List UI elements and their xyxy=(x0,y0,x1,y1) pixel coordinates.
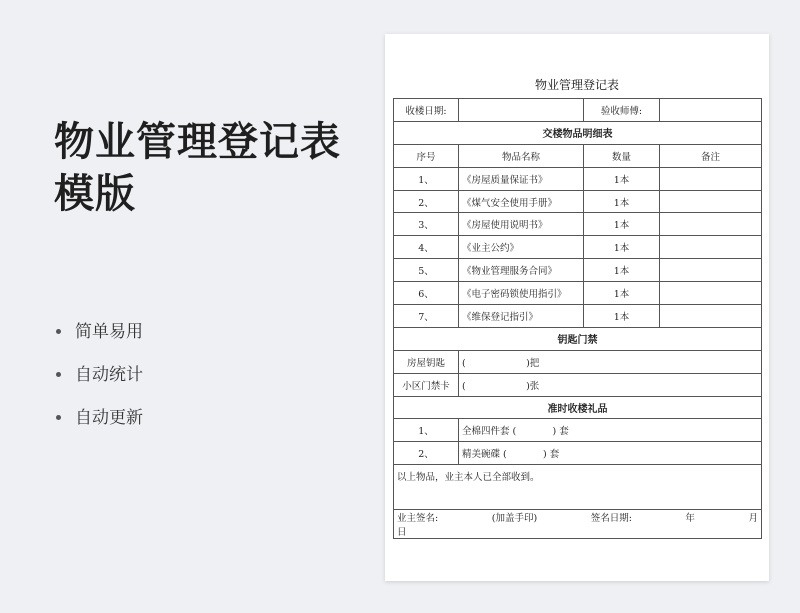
header-remark: 备注 xyxy=(660,144,762,167)
item-remark[interactable] xyxy=(660,259,762,282)
table-row xyxy=(394,167,762,190)
item-qty: 1本 xyxy=(584,236,660,259)
item-no: 1、 xyxy=(394,167,459,190)
item-no: 5、 xyxy=(394,259,459,282)
item-name: 《煤气安全使用手册》 xyxy=(459,190,584,213)
item-remark[interactable] xyxy=(660,236,762,259)
document-page xyxy=(385,34,769,581)
item-remark[interactable] xyxy=(660,213,762,236)
sign-date-label: 签名日期: xyxy=(590,513,632,525)
item-remark[interactable] xyxy=(660,305,762,328)
item-remark[interactable] xyxy=(660,190,762,213)
house-key-label: 房屋钥匙 xyxy=(394,350,459,373)
gift-no: 1、 xyxy=(394,419,459,442)
table-row xyxy=(394,305,762,328)
table-row xyxy=(394,419,762,442)
item-qty: 1本 xyxy=(584,282,660,305)
year-label: 年 xyxy=(685,513,695,525)
item-name: 《房屋质量保证书》 xyxy=(459,167,584,190)
table-row xyxy=(394,373,762,396)
bullet-icon xyxy=(56,415,61,420)
item-no: 6、 xyxy=(394,282,459,305)
table-row xyxy=(394,350,762,373)
receive-date-label: 收楼日期: xyxy=(394,99,459,122)
table-row xyxy=(394,465,762,510)
house-key-field[interactable]: ( )把 xyxy=(459,350,762,373)
item-name: 《电子密码锁使用指引》 xyxy=(459,282,584,305)
inspector-label: 验收师傅: xyxy=(584,99,660,122)
item-remark[interactable] xyxy=(660,282,762,305)
table-row xyxy=(394,282,762,305)
item-qty: 1本 xyxy=(584,305,660,328)
item-qty: 1本 xyxy=(584,190,660,213)
item-no: 3、 xyxy=(394,213,459,236)
table-row xyxy=(394,99,762,122)
inspector-field[interactable] xyxy=(660,99,762,122)
access-card-field[interactable]: ( )张 xyxy=(459,373,762,396)
item-no: 7、 xyxy=(394,305,459,328)
receipt-note: 以上物品，业主本人已全部收到。 xyxy=(394,465,762,510)
item-remark[interactable] xyxy=(660,167,762,190)
header-name: 物品名称 xyxy=(459,144,584,167)
table-row xyxy=(394,396,762,419)
bullet-icon xyxy=(56,372,61,377)
gift-field[interactable]: 全棉四件套 ( ) 套 xyxy=(459,419,762,442)
item-name: 《房屋使用说明书》 xyxy=(459,213,584,236)
section-gifts-title: 准时收楼礼品 xyxy=(394,396,762,419)
table-row xyxy=(394,442,762,465)
receive-date-field[interactable] xyxy=(459,99,584,122)
feature-item: 简单易用 xyxy=(56,310,143,353)
table-row xyxy=(394,213,762,236)
table-row xyxy=(394,190,762,213)
section-items-title: 交楼物品明细表 xyxy=(394,121,762,144)
bullet-icon xyxy=(56,329,61,334)
promo-title xyxy=(54,116,341,220)
item-name: 《业主公约》 xyxy=(459,236,584,259)
header-no: 序号 xyxy=(394,144,459,167)
fingerprint-label: (加盖手印) xyxy=(491,513,538,525)
item-qty: 1本 xyxy=(584,259,660,282)
feature-item: 自动更新 xyxy=(56,396,143,439)
promo-title-line2: 模版 xyxy=(54,171,136,217)
access-card-label: 小区门禁卡 xyxy=(394,373,459,396)
table-row xyxy=(394,510,762,539)
feature-item: 自动统计 xyxy=(56,353,143,396)
registration-table xyxy=(393,98,762,539)
item-name: 《维保登记指引》 xyxy=(459,305,584,328)
gift-no: 2、 xyxy=(394,442,459,465)
item-qty: 1本 xyxy=(584,213,660,236)
item-no: 2、 xyxy=(394,190,459,213)
item-name: 《物业管理服务合同》 xyxy=(459,259,584,282)
header-qty: 数量 xyxy=(584,144,660,167)
table-row xyxy=(394,259,762,282)
month-label: 月 xyxy=(748,513,758,525)
section-keys-title: 钥匙门禁 xyxy=(394,327,762,350)
item-no: 4、 xyxy=(394,236,459,259)
feature-list xyxy=(56,310,143,439)
promo-title-line1: 物业管理登记表 xyxy=(54,119,341,165)
owner-signature-label: 业主签名: xyxy=(397,513,439,525)
item-qty: 1本 xyxy=(584,167,660,190)
day-label: 日 xyxy=(397,527,407,539)
table-row xyxy=(394,121,762,144)
document-title: 物业管理登记表 xyxy=(534,78,619,92)
table-row xyxy=(394,236,762,259)
signature-row xyxy=(394,510,762,539)
table-row xyxy=(394,327,762,350)
gift-field[interactable]: 精美碗碟 ( ) 套 xyxy=(459,442,762,465)
table-header-row xyxy=(394,144,762,167)
